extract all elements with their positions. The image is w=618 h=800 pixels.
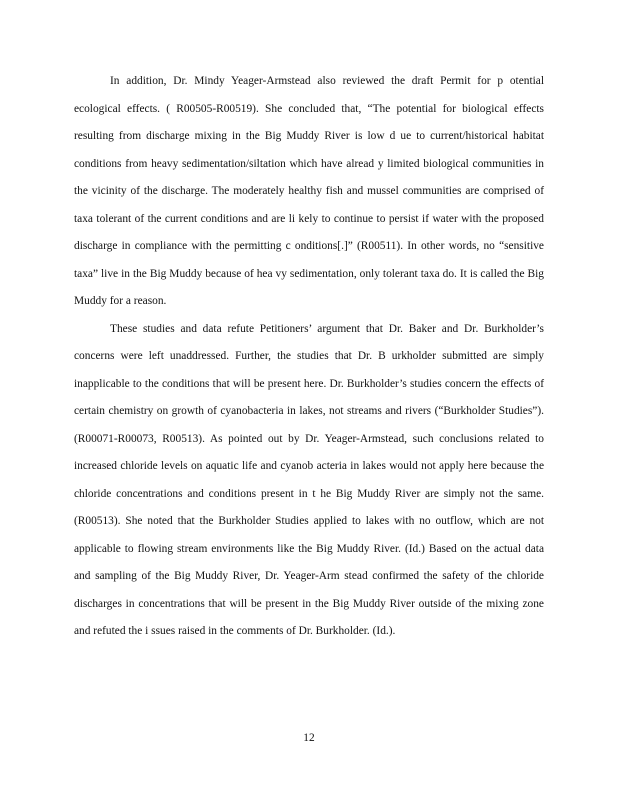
paragraph-ecological-review: In addition, Dr. Mindy Yeager-Armstead also reviewed the draft Permit for p otential ecological effects. ( R00505-R00519). She concluded that, “The potential for biological effects resulting from discharge mixing in the Big Muddy River is low d ue to current/historical habitat conditions from heavy sedimentation/siltation which have alread y limited biological communities in the vicinity of the discharge. The moderately healthy fish and mussel communities are comprised of taxa tolerant of the current conditions and are li kely to continue to persist if water with the proposed discharge in compliance with the permitting c onditions[.]” (R00511). In other words, no “sensitive taxa” live in the Big Muddy because of hea vy sedimentation, only tolerant taxa do. It is called the Big Muddy for a reason. xyxy=(74,75,544,307)
page-number: 12 xyxy=(303,732,315,744)
body-text xyxy=(74,68,544,646)
paragraph-studies-refute: These studies and data refute Petitioners’ argument that Dr. Baker and Dr. Burkholder’s concerns were left unaddressed. Further, the studies that Dr. B urkholder submitted are simply inapplicable to the conditions that will be present here. Dr. Burkholder’s studies concern the effects of certain chemistry on growth of cyanobacteria in lakes, not streams and rivers (“Burkholder Studies”). (R00071-R00073, R00513). As pointed out by Dr. Yeager-Armstead, such conclusions related to increased chloride levels on aquatic life and cyanob acteria in lakes would not apply here because the chloride concentrations and conditions present in t he Big Muddy River are simply not the same. (R00513). She noted that the Burkholder Studies applied to lakes with no outflow, which are not applicable to flowing stream environments like the Big Muddy River. (Id.) Based on the actual data and sampling of the Big Muddy River, Dr. Yeager-Arm stead confirmed the safety of the chloride discharges in concentrations that will be present in the Big Muddy River outside of the mixing zone and refuted the i ssues raised in the comments of Dr. Burkholder. (Id.). xyxy=(74,322,544,637)
